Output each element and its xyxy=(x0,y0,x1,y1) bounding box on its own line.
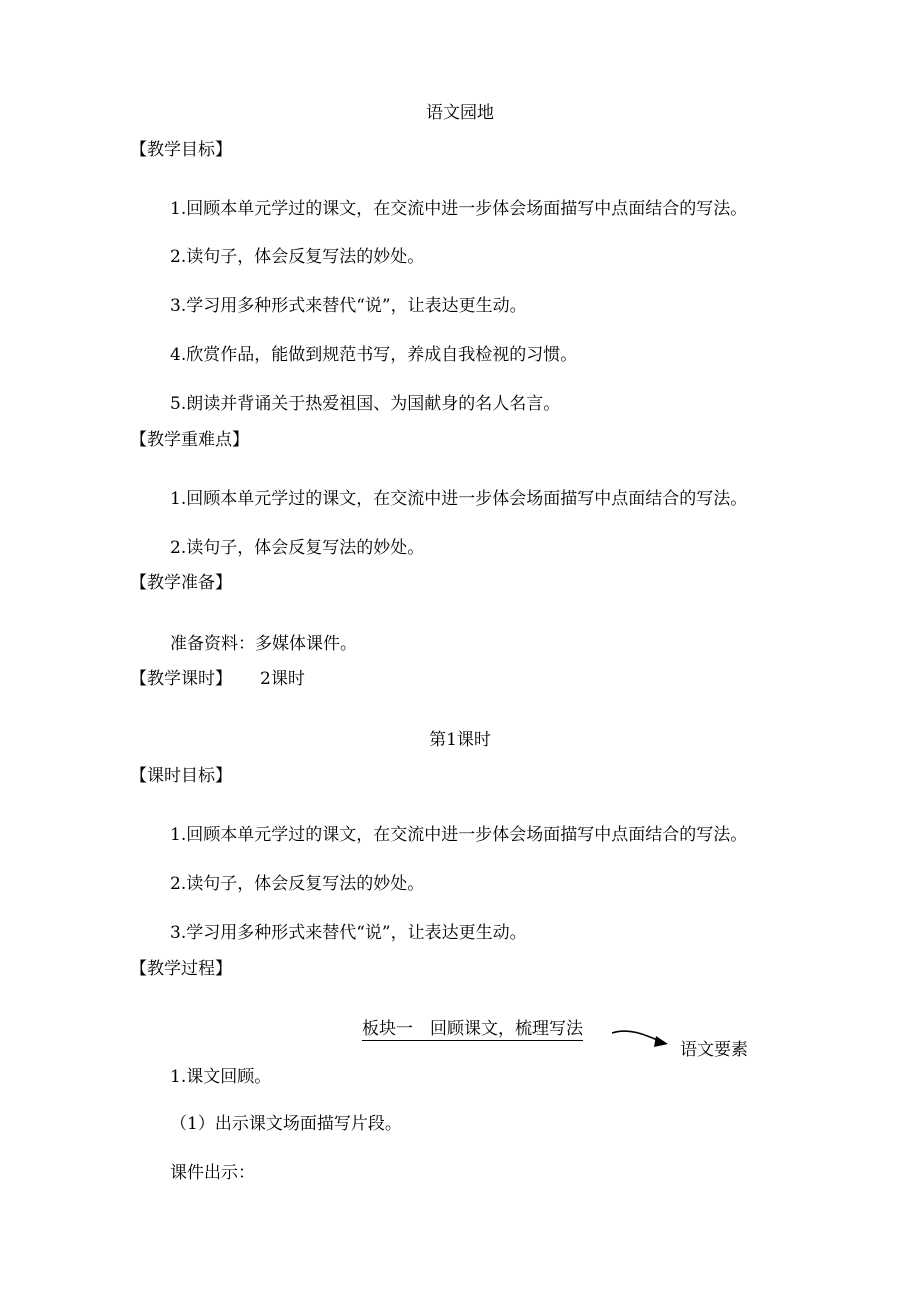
objectives-heading: 【教学目标】 xyxy=(130,140,232,160)
objective-item: 5.朗读并背诵关于热爱祖国、为国献身的名人名言。 xyxy=(170,394,561,414)
step-item: （1）出示课文场面描写片段。 xyxy=(170,1114,402,1134)
lesson-objective-item: 1.回顾本单元学过的课文，在交流中进一步体会场面描写中点面结合的写法。 xyxy=(170,825,748,845)
key-point-item: 1.回顾本单元学过的课文，在交流中进一步体会场面描写中点面结合的写法。 xyxy=(170,489,748,509)
objective-item: 4.欣赏作品，能做到规范书写，养成自我检视的习惯。 xyxy=(170,345,578,365)
hours-value: 2课时 xyxy=(260,669,305,689)
key-point-item: 2.读句子，体会反复写法的妙处。 xyxy=(170,538,425,558)
objective-item: 1.回顾本单元学过的课文，在交流中进一步体会场面描写中点面结合的写法。 xyxy=(170,199,748,219)
page-title: 语文园地 xyxy=(426,103,494,123)
preparation-heading: 【教学准备】 xyxy=(130,573,232,593)
arrow-head xyxy=(654,1036,668,1047)
objective-item: 3.学习用多种形式来替代“说”，让表达更生动。 xyxy=(170,296,527,316)
lesson-title: 第1课时 xyxy=(429,730,491,750)
hours-heading: 【教学课时】 xyxy=(130,669,232,689)
preparation-text: 准备资料：多媒体课件。 xyxy=(170,634,357,654)
step-item: 课件出示： xyxy=(170,1163,255,1183)
block-title-text: 板块一 回顾课文，梳理写法 xyxy=(362,1019,583,1039)
key-points-heading: 【教学重难点】 xyxy=(130,430,249,450)
lesson-objective-item: 3.学习用多种形式来替代“说”，让表达更生动。 xyxy=(170,923,527,943)
lesson-objective-item: 2.读句子，体会反复写法的妙处。 xyxy=(170,874,425,894)
objective-item: 2.读句子，体会反复写法的妙处。 xyxy=(170,247,425,267)
step-item: 1.课文回顾。 xyxy=(170,1067,272,1087)
annotation-label: 语文要素 xyxy=(680,1040,748,1060)
lesson-objectives-heading: 【课时目标】 xyxy=(130,766,232,786)
process-heading: 【教学过程】 xyxy=(130,959,232,979)
